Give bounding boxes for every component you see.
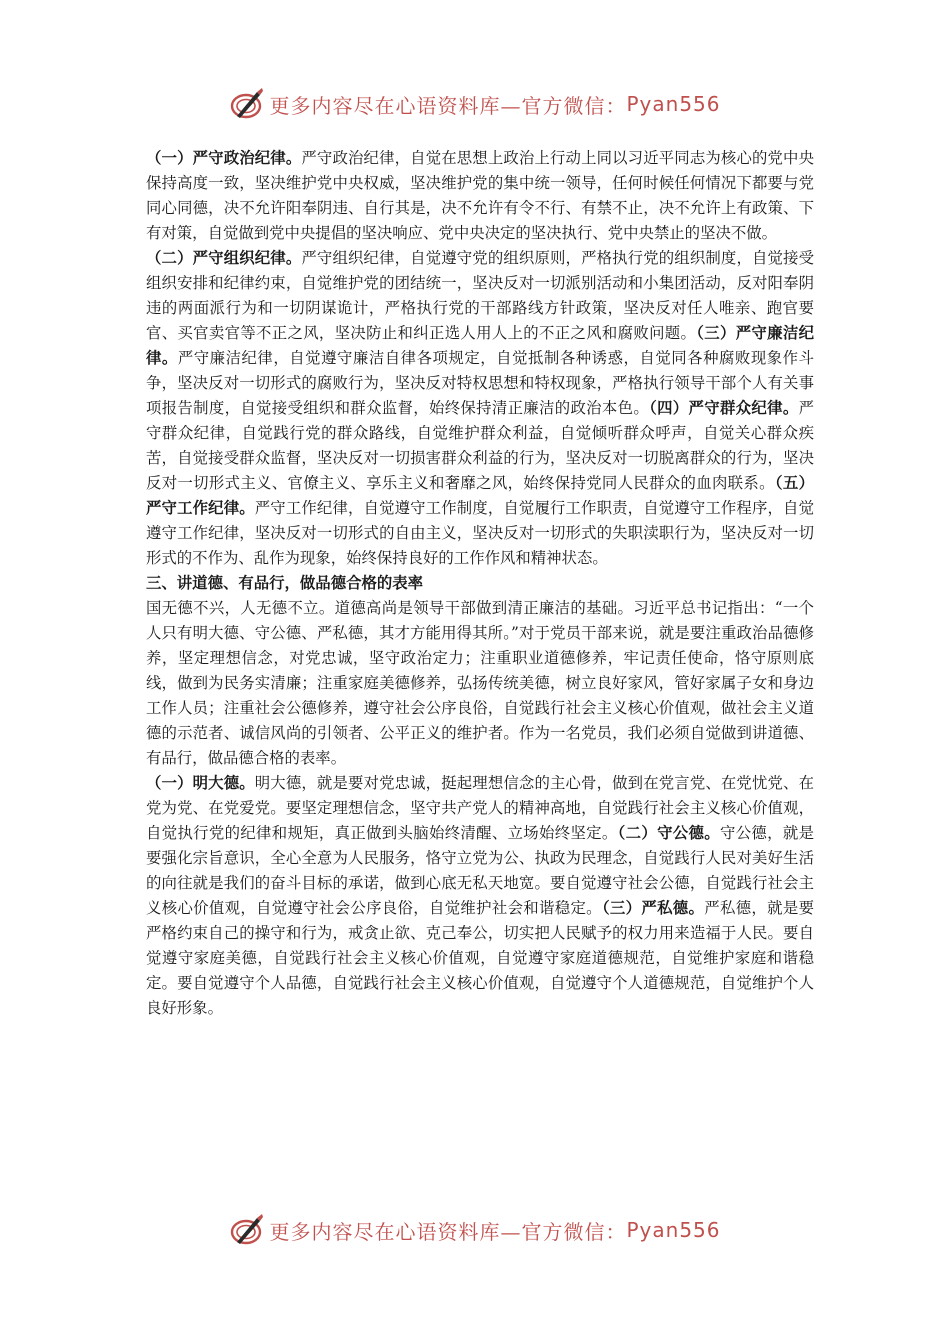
heading-mass-discipline: （四）严守群众纪律。: [649, 399, 799, 417]
footer-wechat-id: Pyan556: [626, 1218, 721, 1242]
heading-organizational-discipline: （二）严守组织纪律。: [146, 249, 302, 267]
header-banner-text: 更多内容尽在心语资料库—官方微信：: [269, 93, 627, 118]
text-public-virtue: 守公德，就是要强化宗旨意识，全心全意为人民服务，恪守立党为公、执政为民理念，自觉践行人民对美好生活的向往就是我们的奋斗目标的承诺，做到心底无私天地宽。要自觉遵守社会公德，自觉践行社会主义核心价值观，自觉遵守社会公序良俗，自觉维护社会和谐稳定。: [146, 824, 814, 917]
footer-banner-text: 更多内容尽在心语资料库—官方微信：: [269, 1219, 627, 1244]
heading-integrity-discipline: （三）严守廉洁纪律。: [146, 324, 814, 367]
document-body: [146, 146, 814, 1021]
text-work-discipline: 严守工作纪律，自觉遵守工作制度，自觉履行工作职责，自觉遵守工作程序，自觉遵守工作纪律，坚决反对一切形式的自由主义，坚决反对一切形式的失职渎职行为，坚决反对一切形式的不作为、乱作为现象，始终保持良好的工作作风和精神状态。: [146, 499, 814, 567]
heading-great-virtue: （一）明大德。: [146, 774, 255, 792]
paragraph-morality-intro: 国无德不兴，人无德不立。道德高尚是领导干部做到清正廉洁的基础。习近平总书记指出：“一个人只有明大德、守公德、严私德，其才方能用得其所。”对于党员干部来说，就是要注重政治品德修养，坚定理想信念，对党忠诚，坚守政治定力；注重职业道德修养，牢记责任使命，恪守原则底线，做到为民务实清廉；注重家庭美德修养，弘扬传统美德，树立良好家风，管好家属子女和身边工作人员；注重社会公德修养，遵守社会公序良俗，自觉践行社会主义核心价值观，做社会主义道德的示范者、诚信风尚的引领者、公平正义的维护者。作为一名党员，我们必须自觉做到讲道德、有品行，做品德合格的表率。: [146, 599, 814, 767]
heading-political-discipline: （一）严守政治纪律。: [146, 149, 302, 167]
text-private-virtue: 严私德，就是要严格约束自己的操守和行为，戒贪止欲、克己奉公，切实把人民赋予的权力用来造福于人民。要自觉遵守家庭美德，自觉践行社会主义核心价值观，自觉遵守家庭道德规范，自觉维护家庭和谐稳定。要自觉遵守个人品德，自觉践行社会主义核心价值观，自觉遵守个人道德规范，自觉维护个人良好形象。: [146, 899, 814, 1017]
heading-public-virtue: （二）守公德。: [617, 824, 720, 842]
heading-work-discipline: （五）严守工作纪律。: [146, 474, 814, 517]
text-great-virtue: 明大德，就是要对党忠诚，挺起理想信念的主心骨，做到在党言党、在党忧党、在党为党、在党爱党。要坚定理想信念，坚守共产党人的精神高地，自觉践行社会主义核心价值观，自觉执行党的纪律和规矩，真正做到头脑始终清醒、立场始终坚定。: [146, 774, 814, 842]
paragraph-disciplines: [146, 246, 814, 571]
header-banner: [0, 84, 950, 124]
pen-scroll-logo-icon: [229, 1212, 265, 1248]
heading-private-virtue: （三）严私德。: [601, 899, 705, 917]
text-mass-discipline: 严守群众纪律，自觉践行党的群众路线，自觉维护群众利益，自觉倾听群众呼声，自觉关心群众疾苦，自觉接受群众监督，坚决反对一切损害群众利益的行为，坚决反对一切脱离群众的行为，坚决反对一切形式主义、官僚主义、享乐主义和奢靡之风，始终保持党同人民群众的血肉联系。: [146, 399, 814, 492]
section-heading-morality: 三、讲道德、有品行，做品德合格的表率: [146, 574, 424, 592]
footer-banner: [0, 1210, 950, 1250]
paragraph-political-discipline: [146, 146, 814, 246]
pen-scroll-logo-icon: [229, 86, 265, 122]
paragraph-virtues: [146, 771, 814, 1021]
text-organizational-discipline: 严守组织纪律，自觉遵守党的组织原则，严格执行党的组织制度，自觉接受组织安排和纪律约束，自觉维护党的团结统一，坚决反对一切派别活动和小集团活动，反对阳奉阴违的两面派行为和一切阴谋诡计，严格执行党的干部路线方针政策，坚决反对任人唯亲、跑官要官、买官卖官等不正之风，坚决防止和纠正选人用人上的不正之风和腐败问题。: [146, 249, 814, 342]
text-integrity-discipline: 严守廉洁纪律，自觉遵守廉洁自律各项规定，自觉抵制各种诱惑，自觉同各种腐败现象作斗争，坚决反对一切形式的腐败行为，坚决反对特权思想和特权现象，严格执行领导干部个人有关事项报告制度，自觉接受组织和群众监督，始终保持清正廉洁的政治本色。: [146, 349, 814, 417]
header-wechat-id: Pyan556: [626, 92, 721, 116]
text-political-discipline: 严守政治纪律，自觉在思想上政治上行动上同以习近平同志为核心的党中央保持高度一致，坚决维护党中央权威，坚决维护党的集中统一领导，任何时候任何情况下都要与党同心同德，决不允许阳奉阴违、自行其是，决不允许有令不行、有禁不止，决不允许上有政策、下有对策，自觉做到党中央提倡的坚决响应、党中央决定的坚决执行、党中央禁止的坚决不做。: [146, 149, 814, 242]
